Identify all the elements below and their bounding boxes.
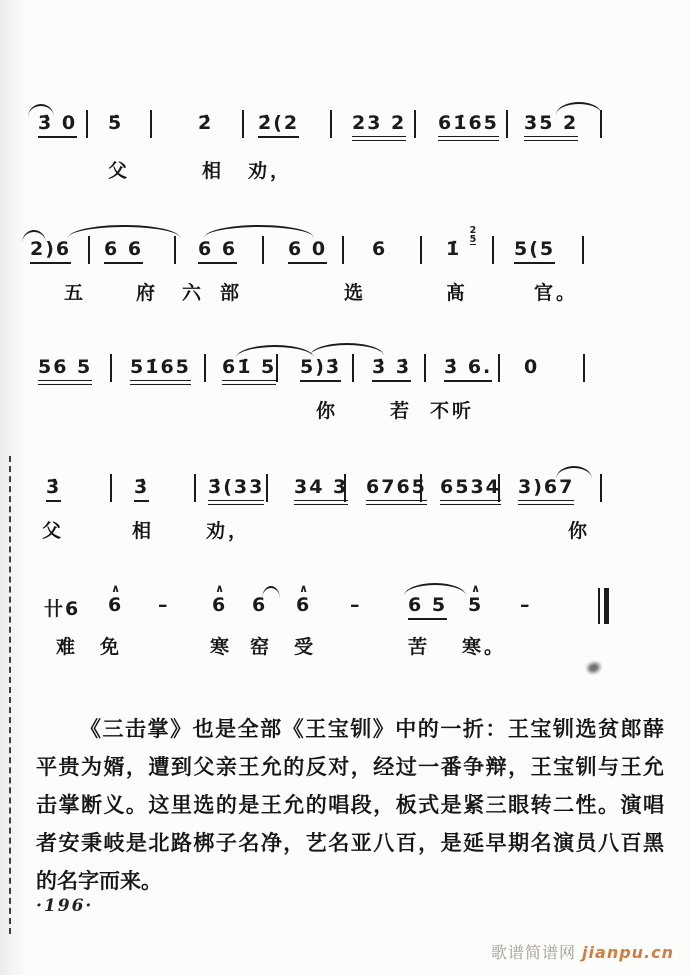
barline xyxy=(194,474,196,502)
tie-arc xyxy=(310,343,384,356)
lyric: 部 xyxy=(220,282,243,304)
lyric: 免 xyxy=(100,636,123,658)
note-cell: 卄6 xyxy=(44,598,81,620)
barline xyxy=(600,474,602,502)
music-system xyxy=(0,106,690,206)
watermark xyxy=(491,940,674,963)
final-barline xyxy=(598,588,609,624)
note-cell: 2̇(2 xyxy=(258,112,299,138)
note-cell: 2̇ xyxy=(198,112,214,134)
note-cell: 6 5 xyxy=(408,594,447,620)
note-cell: 3̇(33 xyxy=(208,476,264,501)
lyric: 若 xyxy=(390,400,413,422)
lyric: 窑 xyxy=(250,636,273,658)
note-cell: 3̇ xyxy=(46,476,61,502)
tie-arc xyxy=(68,225,180,238)
note-cell: 3̇ 3̇ xyxy=(372,356,411,382)
note-cell: 0 xyxy=(524,356,540,378)
barline xyxy=(150,110,152,138)
paragraph-line: 者安秉岐是北路梆子名净，艺名亚八百，是延早期名演员八百黑 xyxy=(36,831,664,855)
note-cell: 5(5 xyxy=(514,238,555,264)
barline xyxy=(344,474,346,502)
note-cell: 3)67 xyxy=(518,476,574,501)
paragraph-line: 《三击掌》也是全部《王宝钏》中的一折：王宝钏选贫郎薛 xyxy=(80,717,664,741)
note-cell: 6 ∧ xyxy=(212,582,228,616)
note-cell: 35 2 xyxy=(524,112,578,137)
note-cell: 61̇65 xyxy=(438,112,499,137)
accent-mark: ∧ xyxy=(215,582,225,595)
lyric: 劝， xyxy=(248,160,293,182)
note-cell: 5 ∧ xyxy=(468,582,484,616)
accent-mark: ∧ xyxy=(299,582,309,595)
lyric: 你 xyxy=(568,520,591,542)
grace-notes: 2 5 xyxy=(469,225,477,245)
lyric: 你 xyxy=(316,400,339,422)
note-cell: 6765 xyxy=(366,476,427,501)
barline xyxy=(424,354,426,382)
barline xyxy=(352,354,354,382)
barline xyxy=(342,236,344,264)
note-cell: 6 xyxy=(252,594,268,616)
note-cell: 1̇ 2 5 xyxy=(446,225,477,260)
barline xyxy=(204,354,206,382)
lyric: 难 xyxy=(56,636,79,658)
music-system xyxy=(0,470,690,570)
note-cell: 61̇ 5 xyxy=(222,356,276,381)
note-cell: – xyxy=(158,594,170,616)
note-cell: 2)6 xyxy=(30,238,71,264)
barline xyxy=(498,474,500,502)
barline xyxy=(110,474,112,502)
tie-arc xyxy=(404,583,466,596)
lyric: 府 xyxy=(136,282,159,304)
barline xyxy=(583,354,585,382)
note-cell: 6534 xyxy=(440,476,501,501)
tie-arc xyxy=(22,230,46,243)
lyric: 劝， xyxy=(206,520,251,542)
lyric: 髙 xyxy=(446,282,469,304)
music-system xyxy=(0,225,690,332)
note-cell: 23 2 xyxy=(352,112,406,137)
lyric: 相 xyxy=(202,160,225,182)
note-cell: 6 6 xyxy=(104,238,143,264)
barline xyxy=(86,110,88,138)
note-cell: 3̇ xyxy=(134,476,149,502)
tie-arc xyxy=(236,345,314,358)
barline xyxy=(420,236,422,264)
note-cell: 3̇ 0 xyxy=(38,112,77,138)
barline xyxy=(414,110,416,138)
commentary-paragraph xyxy=(36,710,664,900)
note-cell: 51̇65 xyxy=(130,356,191,381)
note-cell: – xyxy=(520,594,532,616)
note-cell: 5̇ xyxy=(108,112,124,134)
page-number: ·196· xyxy=(36,896,94,916)
barline xyxy=(492,236,494,264)
tie-arc xyxy=(262,586,280,599)
lyric: 寒。 xyxy=(462,636,507,658)
barline xyxy=(498,354,500,382)
lyric: 选 xyxy=(344,282,367,304)
note-cell: 34 3 xyxy=(294,476,348,501)
barline xyxy=(276,354,278,382)
lyric: 五 xyxy=(64,282,87,304)
lyric: 受 xyxy=(294,636,317,658)
barline xyxy=(266,474,268,502)
tie-arc xyxy=(204,225,314,238)
music-system xyxy=(0,350,690,450)
note-cell: 56 5 xyxy=(38,356,92,381)
lyric: 六 xyxy=(182,282,205,304)
tie-arc xyxy=(556,466,592,479)
lyric: 相 xyxy=(132,520,155,542)
note-cell: 5)3̇ xyxy=(300,356,341,382)
barline xyxy=(420,474,422,502)
barline xyxy=(174,236,176,264)
tie-arc xyxy=(28,104,54,117)
barline xyxy=(242,110,244,138)
barline xyxy=(582,236,584,264)
note-cell: 6 6 xyxy=(198,238,237,264)
accent-mark: ∧ xyxy=(111,582,121,595)
barline xyxy=(262,236,264,264)
lyric: 父 xyxy=(42,520,65,542)
lyric: 官。 xyxy=(534,282,579,304)
paragraph-line: 的名字而来。 xyxy=(36,869,162,893)
paragraph-line: 击掌断义。这里选的是王允的唱段，板式是紧三眼转二性。演唱 xyxy=(36,793,664,817)
note-cell: 3̇ 6. xyxy=(444,356,492,382)
lyric: 不听 xyxy=(430,400,475,422)
tie-arc xyxy=(556,102,602,115)
lyric: 寒 xyxy=(210,636,233,658)
note-cell: 6 0 xyxy=(288,238,327,264)
barline xyxy=(330,110,332,138)
barline xyxy=(88,236,90,264)
barline xyxy=(506,110,508,138)
accent-mark: ∧ xyxy=(471,582,481,595)
barline xyxy=(110,354,112,382)
note-cell: 6 xyxy=(372,238,388,260)
note-cell: 6 ∧ xyxy=(296,582,312,616)
paragraph-line: 平贵为婿，遭到父亲王允的反对，经过一番争辩，王宝钏与王允 xyxy=(36,755,664,779)
note-cell: 6 ∧ xyxy=(108,582,124,616)
lyric: 父 xyxy=(108,160,131,182)
note-cell: – xyxy=(350,594,362,616)
watermark-domain: jianpu.cn xyxy=(582,943,674,962)
watermark-site-name: 歌谱简谱网 xyxy=(490,943,576,962)
lyric: 苦 xyxy=(408,636,431,658)
